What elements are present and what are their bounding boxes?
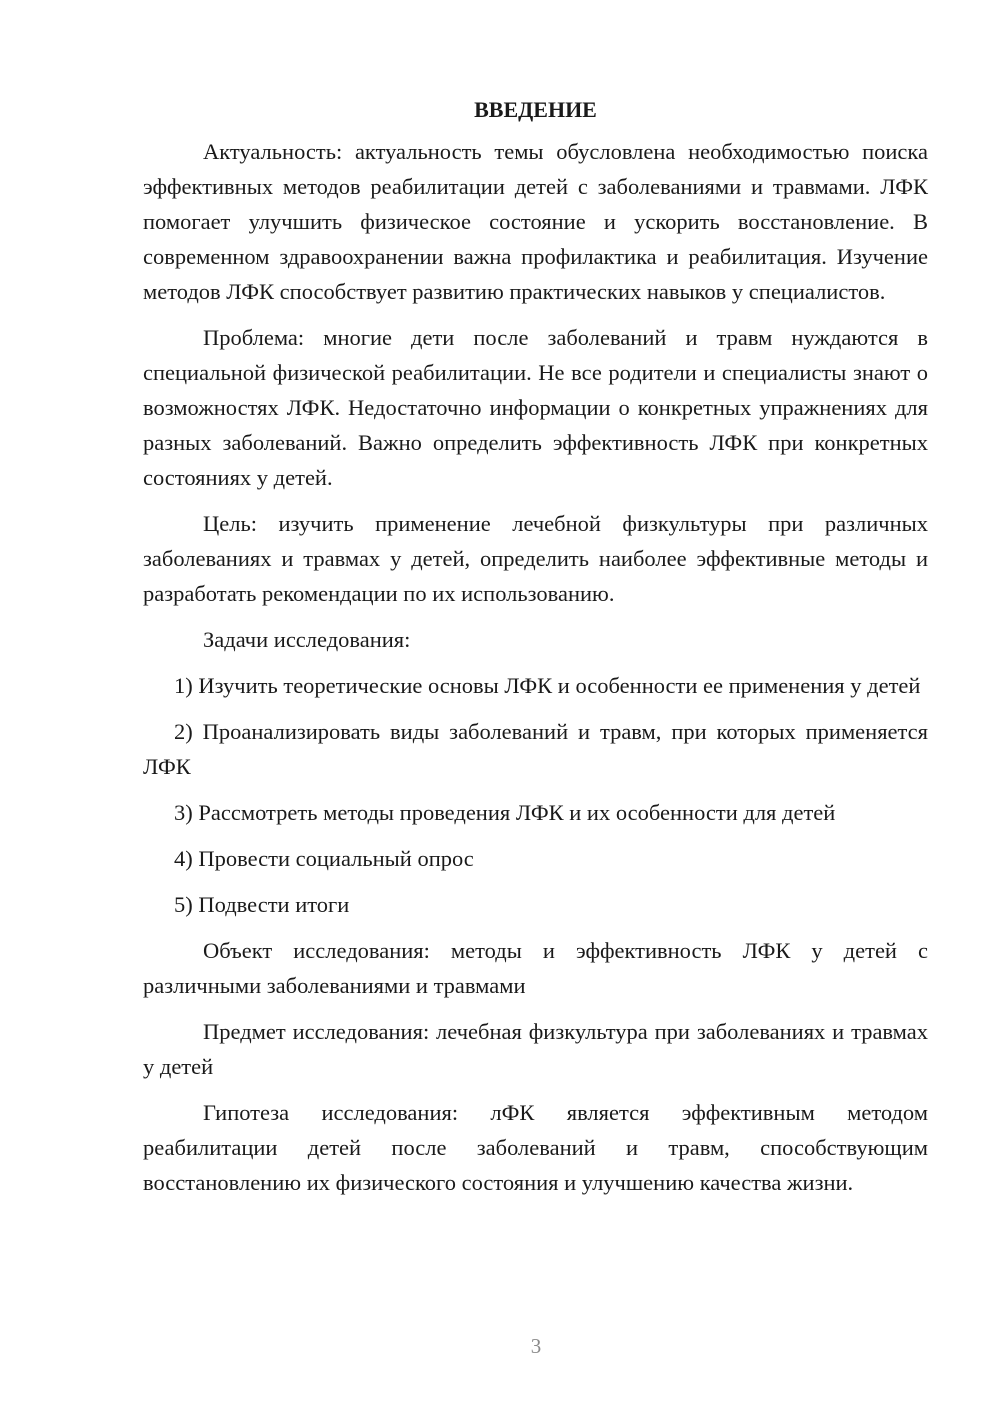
object-paragraph: Объект исследования: методы и эффективность ЛФК у детей с различными заболеваниями и травмами [143, 938, 928, 998]
page-title: ВВЕДЕНИЕ [474, 97, 597, 122]
problem-paragraph: Проблема: многие дети после заболеваний и травм нуждаются в специальной физической реабилитации. Не все родители и специалисты знают о возможностях ЛФК. Недостаточно информации о конкретных упражнениях для разных заболеваний. Важно определить эффективность ЛФК при конкретных состояниях у детей. [143, 325, 928, 490]
subject-paragraph: Предмет исследования: лечебная физкультура при заболеваниях и травмах у детей [143, 1019, 928, 1079]
task-item: 4) Провести социальный опрос [174, 846, 474, 871]
goal-paragraph: Цель: изучить применение лечебной физкультуры при различных заболеваниях и травмах у детей, определить наиболее эффективные методы и разработать рекомендации по их использованию. [143, 511, 928, 606]
page-content [143, 94, 928, 1211]
task-item: 1) Изучить теоретические основы ЛФК и особенности ее применения у детей [174, 673, 921, 698]
hypothesis-paragraph: Гипотеза исследования: лФК является эффективным методом реабилитации детей после заболеваний и травм, способствующим восстановлению их физического состояния и улучшению качества жизни. [143, 1100, 928, 1195]
relevance-paragraph: Актуальность: актуальность темы обусловлена необходимостью поиска эффективных методов реабилитации детей с заболеваниями и травмами. ЛФК помогает улучшить физическое состояние и ускорить восстановление. В современном здравоохранении важна профилактика и реабилитация. Изучение методов ЛФК способствует развитию практических навыков у специалистов. [143, 139, 928, 304]
task-item: 5) Подвести итоги [174, 892, 350, 917]
task-item: 2) Проанализировать виды заболеваний и травм, при которых применяется ЛФК [143, 719, 928, 779]
task-item: 3) Рассмотреть методы проведения ЛФК и их особенности для детей [174, 800, 836, 825]
page-number: 3 [530, 1334, 542, 1358]
tasks-heading: Задачи исследования: [203, 627, 411, 652]
